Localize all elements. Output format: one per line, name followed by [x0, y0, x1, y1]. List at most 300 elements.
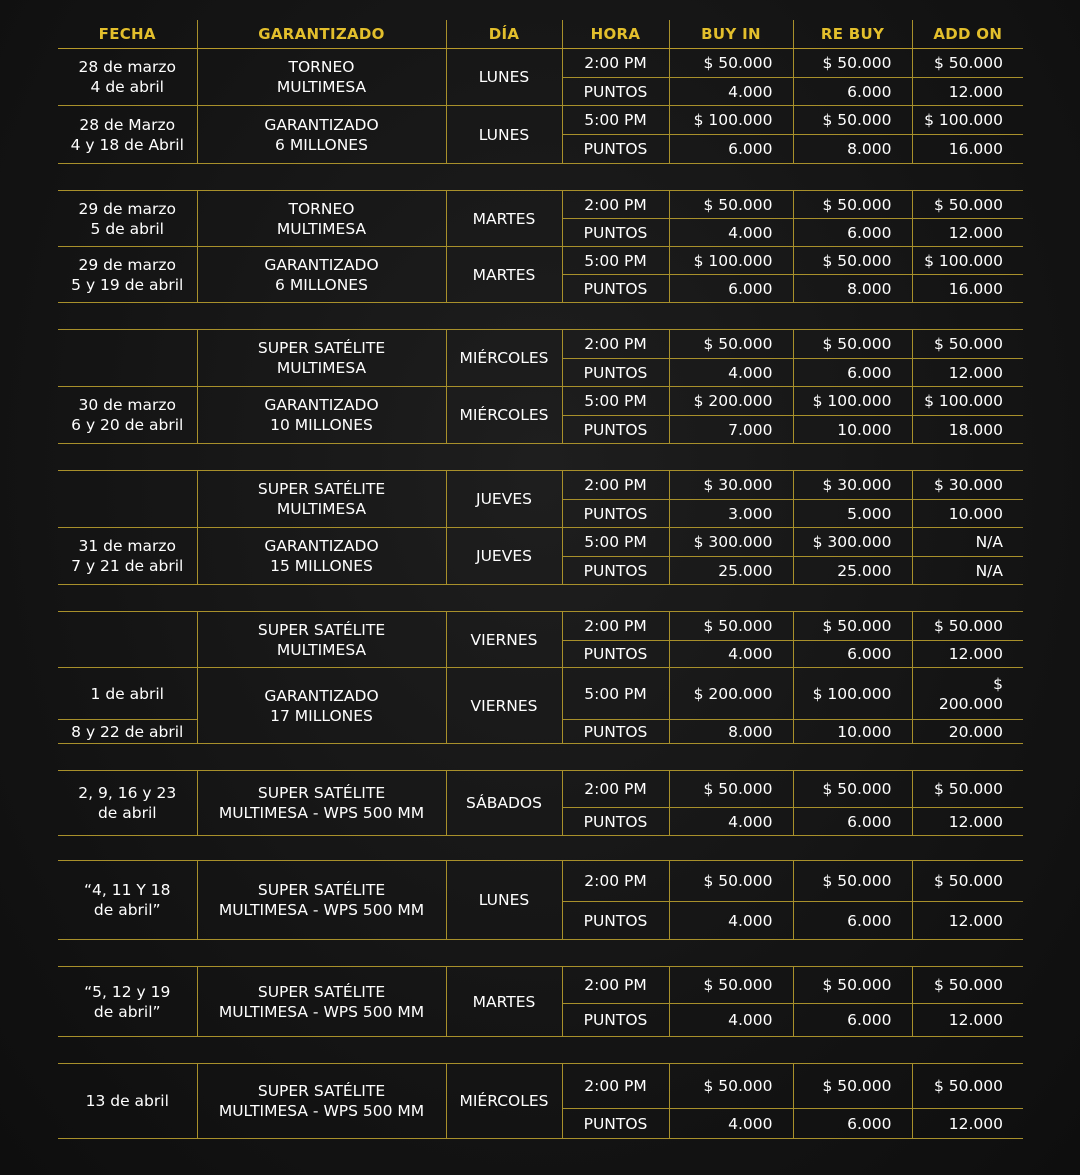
- hora-value: PUNTOS: [583, 645, 648, 663]
- garantizado-line: SUPER SATÉLITE: [257, 1082, 386, 1100]
- gap-cell: [58, 444, 1023, 471]
- add-on-cell: [912, 500, 1023, 528]
- hora-value: 5:00 PM: [584, 533, 647, 551]
- re-buy-cell: [793, 78, 912, 106]
- fecha-line: “5, 12 y 19: [84, 982, 171, 1001]
- buy-in-cell: [669, 416, 793, 444]
- fecha-line: “4, 11 Y 18: [83, 881, 171, 899]
- add-on-cell: [912, 771, 1023, 808]
- add-on-value: 12.000: [948, 911, 1003, 930]
- event-row: [58, 387, 1023, 416]
- fecha-line: de abril”: [93, 901, 161, 919]
- buy-in-value: 4.000: [728, 812, 773, 831]
- hora-value: 5:00 PM: [584, 111, 647, 129]
- dia-label: LUNES: [478, 891, 530, 909]
- fecha-line: 5 y 19 de abril: [71, 275, 184, 294]
- re-buy-cell: [793, 771, 912, 808]
- garantizado-line: GARANTIZADO: [264, 537, 379, 555]
- group-gap: [58, 444, 1023, 471]
- garantizado-cell: [197, 528, 446, 585]
- buy-in-cell: [669, 720, 793, 744]
- fecha-cell: [58, 967, 197, 1037]
- re-buy-value: $ 100.000: [812, 392, 892, 410]
- garantizado-line: SUPER SATÉLITE: [257, 480, 386, 498]
- event-row: [58, 967, 1023, 1004]
- fecha-cell: [58, 106, 197, 164]
- buy-in-value: 7.000: [728, 420, 773, 439]
- buy-in-cell: [669, 78, 793, 106]
- buy-in-value: 3.000: [728, 504, 773, 523]
- buy-in-value: 4.000: [728, 82, 773, 101]
- garantizado-line: MULTIMESA - WPS 500 MM: [218, 901, 425, 919]
- add-on-cell: [912, 668, 1023, 720]
- add-on-cell: [912, 1064, 1023, 1109]
- add-on-cell: [912, 49, 1023, 78]
- garantizado-line: MULTIMESA: [276, 500, 367, 518]
- re-buy-cell: [793, 861, 912, 902]
- fecha-line: de abril: [97, 804, 157, 822]
- hora-value: 2:00 PM: [584, 335, 647, 353]
- garantizado-line: SUPER SATÉLITE: [257, 784, 386, 802]
- hora-cell: [562, 528, 669, 557]
- group-gap: [58, 940, 1023, 967]
- add-on-value: N/A: [975, 561, 1003, 580]
- re-buy-value: $ 50.000: [822, 54, 892, 72]
- hora-cell: [562, 191, 669, 219]
- add-on-value: $ 50.000: [933, 1077, 1003, 1095]
- buy-in-value: $ 200.000: [693, 392, 773, 410]
- add-on-cell: [912, 330, 1023, 359]
- hora-cell: [562, 967, 669, 1004]
- garantizado-line: MULTIMESA: [276, 359, 367, 377]
- fecha-line: 6 y 20 de abril: [71, 416, 184, 434]
- buy-in-cell: [669, 967, 793, 1004]
- buy-in-value: $ 30.000: [703, 476, 773, 494]
- garantizado-line: MULTIMESA: [276, 640, 367, 659]
- re-buy-value: 8.000: [847, 140, 892, 158]
- buy-in-value: 4.000: [728, 223, 773, 242]
- dia-label: MIÉRCOLES: [459, 406, 549, 424]
- buy-in-value: $ 200.000: [693, 684, 773, 703]
- re-buy-cell: [793, 247, 912, 275]
- event-row: [58, 106, 1023, 135]
- buy-in-cell: [669, 471, 793, 500]
- add-on-cell: [912, 275, 1023, 303]
- buy-in-value: $ 300.000: [693, 533, 773, 551]
- hora-cell: [562, 861, 669, 902]
- add-on-cell: [912, 967, 1023, 1004]
- hora-cell: [562, 219, 669, 247]
- re-buy-value: 6.000: [847, 812, 892, 831]
- dia-cell: [446, 528, 562, 585]
- hora-cell: [562, 1064, 669, 1109]
- tournament-schedule-table: [58, 20, 1023, 1139]
- garantizado-line: 15 MILLONES: [270, 557, 373, 575]
- add-on-cell: [912, 528, 1023, 557]
- add-on-cell: [912, 78, 1023, 106]
- add-on-currency: $: [993, 674, 1003, 693]
- dia-cell: [446, 471, 562, 528]
- buy-in-cell: [669, 49, 793, 78]
- re-buy-cell: [793, 49, 912, 78]
- fecha-line: 7 y 21 de abril: [71, 557, 184, 575]
- re-buy-cell: [793, 106, 912, 135]
- buy-in-value: $ 50.000: [703, 617, 773, 635]
- event-row: [58, 528, 1023, 557]
- hora-value: 2:00 PM: [584, 54, 647, 72]
- add-on-value: $ 50.000: [933, 872, 1003, 890]
- event-row: [58, 612, 1023, 641]
- dia-cell: [446, 668, 562, 744]
- header-hora: HORA: [562, 20, 669, 49]
- group-gap: [58, 836, 1023, 861]
- garantizado-cell: [197, 387, 446, 444]
- buy-in-cell: [669, 359, 793, 387]
- buy-in-cell: [669, 106, 793, 135]
- dia-label: JUEVES: [476, 490, 532, 508]
- re-buy-value: 10.000: [837, 420, 892, 439]
- fecha-line: 31 de marzo: [78, 537, 177, 555]
- add-on-cell: [912, 471, 1023, 500]
- buy-in-value: $ 100.000: [693, 251, 773, 270]
- add-on-value: 10.000: [948, 504, 1003, 523]
- buy-in-value: 25.000: [718, 561, 773, 580]
- add-on-value: 12.000: [948, 82, 1003, 101]
- re-buy-value: $ 50.000: [822, 335, 892, 353]
- garantizado-line: 6 MILLONES: [275, 275, 368, 294]
- hora-value: PUNTOS: [583, 911, 648, 930]
- hora-cell: [562, 416, 669, 444]
- header-add-on: ADD ON: [912, 20, 1023, 49]
- dia-label: MARTES: [472, 992, 536, 1011]
- fecha-line: 4 de abril: [90, 78, 164, 96]
- hora-cell: [562, 135, 669, 164]
- re-buy-cell: [793, 135, 912, 164]
- fecha-cell: [58, 471, 197, 528]
- re-buy-cell: [793, 808, 912, 836]
- garantizado-line: TORNEO: [288, 199, 355, 218]
- hora-cell: [562, 1109, 669, 1139]
- hora-value: 5:00 PM: [584, 251, 647, 270]
- header-buy-in: BUY IN: [669, 20, 793, 49]
- dia-cell: [446, 191, 562, 247]
- re-buy-value: 6.000: [847, 82, 892, 101]
- header-row: [58, 20, 1023, 49]
- garantizado-line: 10 MILLONES: [270, 416, 373, 434]
- hora-value: 2:00 PM: [584, 976, 647, 994]
- dia-cell: [446, 49, 562, 106]
- add-on-cell: [912, 387, 1023, 416]
- buy-in-cell: [669, 247, 793, 275]
- hora-value: PUNTOS: [583, 82, 648, 101]
- hora-value: 5:00 PM: [584, 392, 647, 410]
- add-on-value: 12.000: [948, 645, 1003, 663]
- add-on-value: $ 50.000: [933, 335, 1003, 353]
- dia-label: LUNES: [478, 68, 530, 86]
- event-row: [58, 668, 1023, 720]
- re-buy-value: 6.000: [847, 223, 892, 242]
- fecha-line: de abril”: [93, 1002, 161, 1021]
- hora-cell: [562, 808, 669, 836]
- fecha-line: 30 de marzo: [78, 396, 177, 414]
- fecha-cell: [58, 612, 197, 668]
- buy-in-cell: [669, 330, 793, 359]
- add-on-value: 12.000: [948, 1011, 1003, 1029]
- hora-cell: [562, 771, 669, 808]
- add-on-value: $ 50.000: [933, 54, 1003, 72]
- hora-cell: [562, 500, 669, 528]
- fecha-line: 5 de abril: [90, 219, 164, 238]
- hora-value: PUNTOS: [583, 504, 648, 523]
- hora-value: 2:00 PM: [584, 195, 647, 214]
- hora-value: 5:00 PM: [584, 684, 647, 703]
- add-on-cell: [912, 219, 1023, 247]
- add-on-cell: [912, 1004, 1023, 1037]
- gap-cell: [58, 1037, 1023, 1064]
- buy-in-cell: [669, 1109, 793, 1139]
- hora-cell: [562, 78, 669, 106]
- add-on-cell: [912, 247, 1023, 275]
- buy-in-cell: [669, 771, 793, 808]
- event-row: [58, 191, 1023, 219]
- fecha-cell: [58, 330, 197, 387]
- buy-in-value: 4.000: [728, 1011, 773, 1029]
- add-on-value: 18.000: [948, 420, 1003, 439]
- buy-in-value: 6.000: [728, 140, 773, 158]
- dia-cell: [446, 247, 562, 303]
- add-on-amount: 200.000: [938, 694, 1003, 713]
- garantizado-line: MULTIMESA - WPS 500 MM: [218, 1102, 425, 1120]
- re-buy-value: $ 50.000: [822, 111, 892, 129]
- dia-cell: [446, 330, 562, 387]
- gap-cell: [58, 836, 1023, 861]
- fecha-line: 28 de Marzo: [79, 115, 176, 134]
- re-buy-cell: [793, 219, 912, 247]
- hora-cell: [562, 902, 669, 940]
- group-gap: [58, 585, 1023, 612]
- buy-in-cell: [669, 219, 793, 247]
- buy-in-value: 4.000: [728, 363, 773, 382]
- fecha-line: 29 de marzo: [78, 199, 177, 218]
- garantizado-line: GARANTIZADO: [264, 686, 379, 705]
- fecha-cell: [58, 771, 197, 836]
- re-buy-value: 6.000: [847, 1011, 892, 1029]
- fecha-cell: [58, 668, 197, 720]
- re-buy-value: 6.000: [847, 911, 892, 930]
- garantizado-line: 17 MILLONES: [270, 706, 373, 725]
- buy-in-value: $ 50.000: [703, 976, 773, 994]
- buy-in-value: $ 50.000: [703, 335, 773, 353]
- re-buy-value: 10.000: [837, 722, 892, 741]
- event-row: [58, 330, 1023, 359]
- hora-cell: [562, 668, 669, 720]
- dia-label: MIÉRCOLES: [459, 349, 549, 367]
- dia-label: MIÉRCOLES: [459, 1092, 549, 1110]
- hora-value: PUNTOS: [583, 279, 648, 298]
- re-buy-cell: [793, 720, 912, 744]
- dia-cell: [446, 612, 562, 668]
- buy-in-value: $ 50.000: [703, 1077, 773, 1095]
- gap-cell: [58, 164, 1023, 191]
- add-on-value: $ 50.000: [933, 195, 1003, 214]
- buy-in-value: 4.000: [728, 645, 773, 663]
- fecha-cell: [58, 191, 197, 247]
- event-row: [58, 247, 1023, 275]
- hora-value: 2:00 PM: [584, 872, 647, 890]
- hora-cell: [562, 612, 669, 641]
- re-buy-cell: [793, 1109, 912, 1139]
- gap-cell: [58, 940, 1023, 967]
- buy-in-value: $ 50.000: [703, 780, 773, 798]
- add-on-cell: [912, 135, 1023, 164]
- re-buy-cell: [793, 1004, 912, 1037]
- add-on-value: 12.000: [948, 223, 1003, 242]
- re-buy-cell: [793, 1064, 912, 1109]
- garantizado-line: MULTIMESA - WPS 500 MM: [218, 804, 425, 822]
- buy-in-cell: [669, 808, 793, 836]
- dia-label: VIERNES: [470, 630, 538, 649]
- garantizado-line: MULTIMESA - WPS 500 MM: [218, 1002, 425, 1021]
- hora-cell: [562, 275, 669, 303]
- re-buy-value: $ 300.000: [812, 533, 892, 551]
- add-on-cell: [912, 1109, 1023, 1139]
- re-buy-cell: [793, 641, 912, 668]
- hora-value: PUNTOS: [583, 722, 648, 741]
- garantizado-line: SUPER SATÉLITE: [257, 881, 386, 899]
- hora-value: PUNTOS: [583, 140, 648, 158]
- fecha-cell: [58, 861, 197, 940]
- hora-value: 2:00 PM: [584, 780, 647, 798]
- re-buy-cell: [793, 500, 912, 528]
- buy-in-cell: [669, 191, 793, 219]
- fecha-cell: [58, 49, 197, 106]
- hora-value: PUNTOS: [583, 363, 648, 382]
- add-on-value: $ 50.000: [933, 976, 1003, 994]
- fecha-line: 8 y 22 de abril: [71, 722, 184, 741]
- garantizado-cell: [197, 471, 446, 528]
- fecha-line: 2, 9, 16 y 23: [78, 784, 177, 802]
- re-buy-cell: [793, 612, 912, 641]
- re-buy-value: 8.000: [847, 279, 892, 298]
- header-re-buy: RE BUY: [793, 20, 912, 49]
- fecha-cell: [58, 1064, 197, 1139]
- garantizado-cell: [197, 106, 446, 164]
- dia-label: MARTES: [472, 265, 536, 284]
- hora-value: PUNTOS: [583, 1114, 648, 1133]
- fecha-cell: [58, 720, 197, 744]
- fecha-line: 29 de marzo: [78, 255, 177, 274]
- buy-in-cell: [669, 135, 793, 164]
- garantizado-cell: [197, 861, 446, 940]
- re-buy-cell: [793, 902, 912, 940]
- buy-in-value: $ 50.000: [703, 872, 773, 890]
- buy-in-cell: [669, 557, 793, 585]
- dia-label: VIERNES: [470, 696, 538, 715]
- garantizado-cell: [197, 49, 446, 106]
- add-on-cell: [912, 106, 1023, 135]
- garantizado-cell: [197, 247, 446, 303]
- fecha-cell: [58, 247, 197, 303]
- fecha-cell: [58, 528, 197, 585]
- dia-cell: [446, 861, 562, 940]
- re-buy-cell: [793, 557, 912, 585]
- re-buy-cell: [793, 416, 912, 444]
- add-on-value: [931, 674, 1003, 714]
- dia-label: MARTES: [472, 209, 536, 228]
- re-buy-cell: [793, 471, 912, 500]
- add-on-cell: [912, 557, 1023, 585]
- fecha-line: 28 de marzo: [78, 58, 177, 76]
- hora-value: PUNTOS: [583, 561, 648, 580]
- add-on-cell: [912, 641, 1023, 668]
- hora-value: 2:00 PM: [584, 476, 647, 494]
- garantizado-cell: [197, 330, 446, 387]
- garantizado-line: TORNEO: [288, 58, 355, 76]
- add-on-value: $ 50.000: [933, 780, 1003, 798]
- re-buy-cell: [793, 387, 912, 416]
- add-on-value: 12.000: [948, 363, 1003, 382]
- re-buy-value: 25.000: [837, 561, 892, 580]
- re-buy-cell: [793, 528, 912, 557]
- re-buy-cell: [793, 668, 912, 720]
- add-on-value: $ 50.000: [933, 617, 1003, 635]
- hora-cell: [562, 106, 669, 135]
- dia-cell: [446, 387, 562, 444]
- gap-cell: [58, 744, 1023, 771]
- add-on-cell: [912, 416, 1023, 444]
- group-gap: [58, 744, 1023, 771]
- fecha-line: 1 de abril: [90, 684, 164, 703]
- buy-in-value: 4.000: [728, 1114, 773, 1133]
- header-dia: DÍA: [446, 20, 562, 49]
- add-on-cell: [912, 720, 1023, 744]
- garantizado-cell: [197, 668, 446, 744]
- add-on-value: $ 100.000: [924, 392, 1003, 410]
- buy-in-cell: [669, 861, 793, 902]
- group-gap: [58, 303, 1023, 330]
- schedule-wrapper: [58, 20, 1023, 1139]
- add-on-cell: [912, 808, 1023, 836]
- add-on-value: 12.000: [948, 812, 1003, 831]
- header-garantizado: GARANTIZADO: [197, 20, 446, 49]
- buy-in-cell: [669, 275, 793, 303]
- garantizado-line: MULTIMESA: [276, 219, 367, 238]
- hora-value: PUNTOS: [583, 223, 648, 242]
- gap-cell: [58, 585, 1023, 612]
- garantizado-line: 6 MILLONES: [275, 135, 368, 154]
- re-buy-value: 6.000: [847, 1114, 892, 1133]
- re-buy-value: $ 100.000: [812, 684, 892, 703]
- re-buy-cell: [793, 359, 912, 387]
- add-on-cell: [912, 861, 1023, 902]
- buy-in-cell: [669, 1004, 793, 1037]
- buy-in-cell: [669, 641, 793, 668]
- hora-cell: [562, 1004, 669, 1037]
- buy-in-cell: [669, 668, 793, 720]
- re-buy-value: $ 30.000: [822, 476, 892, 494]
- re-buy-cell: [793, 967, 912, 1004]
- garantizado-cell: [197, 967, 446, 1037]
- event-row: [58, 771, 1023, 808]
- re-buy-value: $ 50.000: [822, 251, 892, 270]
- dia-label: LUNES: [478, 125, 530, 144]
- dia-cell: [446, 771, 562, 836]
- hora-value: PUNTOS: [583, 812, 648, 831]
- hora-cell: [562, 49, 669, 78]
- buy-in-cell: [669, 902, 793, 940]
- hora-cell: [562, 471, 669, 500]
- buy-in-value: 4.000: [728, 911, 773, 930]
